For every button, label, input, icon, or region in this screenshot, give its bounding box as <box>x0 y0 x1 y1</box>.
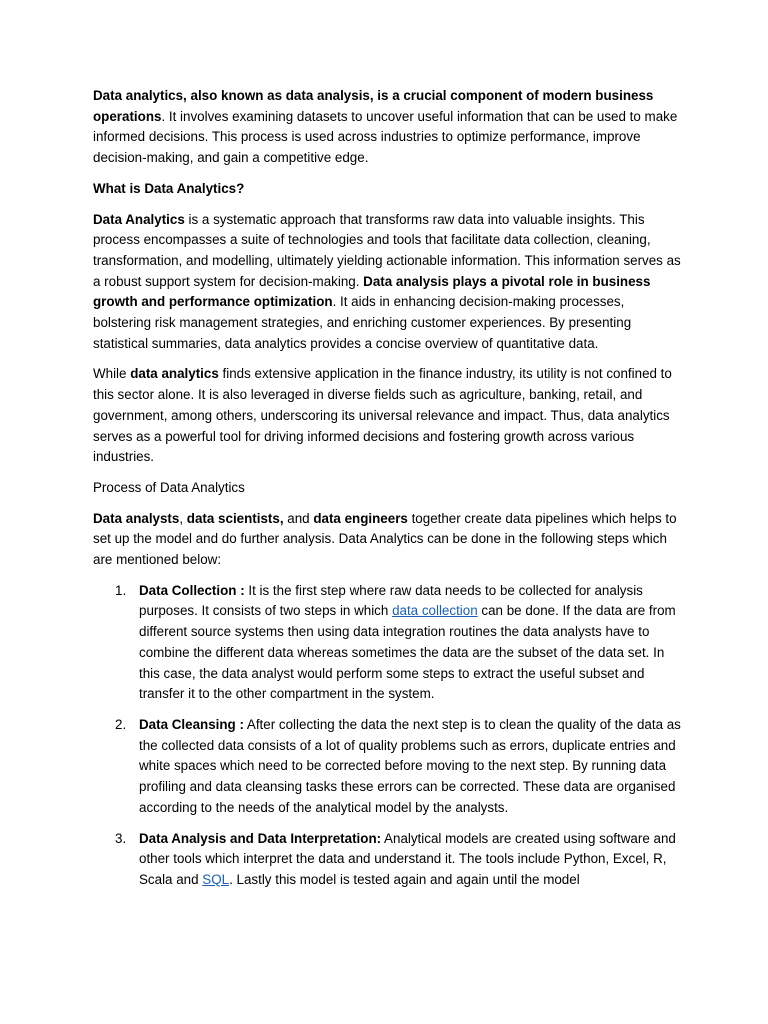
while-text-2: finds extensive application in the finance industry, its utility is not confined to this sector alone. It is also leveraged in diverse fields such as agriculture, banking, retail, and government, among others, underscoring its universal relevance and impact. Thus, data analytics serves as a powerful tool for driving informed decisions and fostering growth across various industries. <box>93 366 672 465</box>
intro-text: . It involves examining datasets to uncover useful information that can be used to make informed decisions. This process is used across industries to optimize performance, improve decision-making, and gain a competitive edge. <box>93 108 678 166</box>
step-title: Data Cleansing : <box>139 716 244 732</box>
what-paragraph <box>93 210 683 355</box>
what-text-1: is a systematic approach that transforms raw data into valuable insights. This process encompasses a suite of technologies and tools that facilitate data collection, cleaning, transformation, and modelling, ultimately yielding actionable information. This information serves as a robust support system for decision-making. <box>93 211 681 289</box>
heading-process-of-data-analytics: Process of Data Analytics <box>93 479 245 495</box>
process-text: together create data pipelines which helps to set up the model and do further analysis. Data Analytics can be done in the following steps which are mentioned below: <box>93 510 677 568</box>
process-bold-2: data scientists, <box>186 510 284 526</box>
sql-link[interactable]: SQL <box>202 871 230 887</box>
process-bold-3: data engineers <box>313 510 408 526</box>
list-number: 3. <box>115 830 127 846</box>
process-bold-1: Data analysts <box>93 510 180 526</box>
intro-paragraph <box>93 86 683 169</box>
list-item: 1. Data Collection : It is the first step where raw data needs to be collected for analysis purposes. It consists of two steps in which data collection can be done. If the data are from different source systems then using data integration routines the data analysts have to combine the different data whereas sometimes the data are the subset of the data set. In this case, the data analyst would perform some steps to extract the useful subset and transfer it to the other compartment in the system. <box>115 582 676 702</box>
what-bold-2: Data analysis plays a pivotal role in business growth and performance optimization <box>93 273 651 310</box>
list-number: 1. <box>115 582 127 598</box>
step-title: Data Analysis and Data Interpretation: <box>139 830 382 846</box>
intro-bold: Data analytics, also known as data analysis, is a crucial component of modern business operations <box>93 88 654 124</box>
what-text-2: . It aids in enhancing decision-making processes, bolstering risk management strategies, and enriching customer experiences. By presenting statistical summaries, data analytics provides a concise overview of quantitative data. <box>93 294 632 351</box>
list-item: 3. Data Analysis and Data Interpretation: Analytical models are created using software and other tools which interpret the data and understand it. The tools include Python, Excel, R, Scala and SQL. Lastly this model is tested again and again until the model <box>115 830 676 887</box>
steps-list <box>93 581 683 891</box>
document-body <box>93 86 683 901</box>
what-bold-1: Data Analytics <box>93 211 185 227</box>
list-number: 2. <box>115 716 127 732</box>
while-paragraph <box>93 364 683 468</box>
step-title: Data Collection : <box>139 582 245 598</box>
heading-what-is-data-analytics: What is Data Analytics? <box>93 180 245 196</box>
while-bold-1: data analytics <box>130 366 219 382</box>
data-collection-link[interactable]: data collection <box>392 603 478 619</box>
process-paragraph: Data analysts, data scientists, and data engineers together create data pipelines which helps to set up the model and do further analysis. Data Analytics can be done in the following steps which are mentioned below: <box>93 510 677 568</box>
list-item: 2. Data Cleansing : After collecting the data the next step is to clean the quality of the data as the collected data consists of a lot of quality problems such as errors, duplicate entries and white spaces which need to be corrected before moving to the next step. By running data profiling and data cleansing tasks these errors can be corrected. These data are organised according to the needs of the analytical model by the analysts. <box>115 716 681 815</box>
while-text-1: While <box>93 366 131 382</box>
